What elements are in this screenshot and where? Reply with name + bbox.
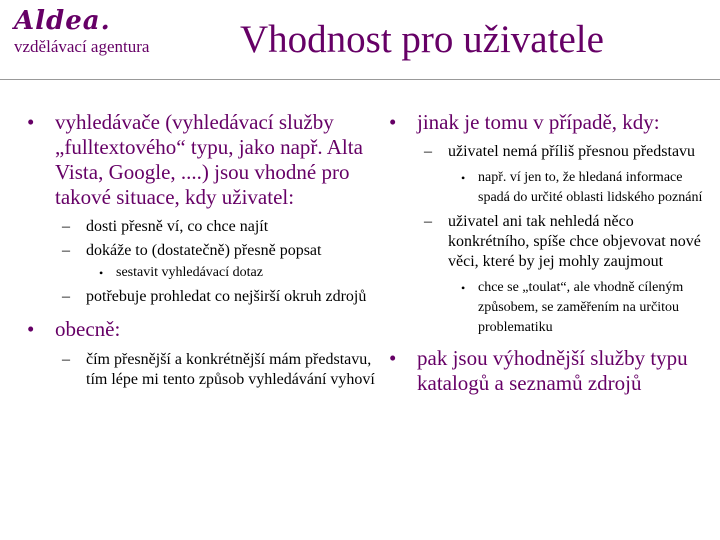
bullet-marker: • — [99, 266, 104, 280]
sub-bullet-text: čím přesnější a konkrétnější mám představu, tím lépe mi tento způsob vyhledávání vyhoví — [86, 351, 375, 388]
bullet-marker: • — [461, 281, 466, 295]
bullet-marker: • — [389, 110, 397, 134]
bullet-text: obecně: — [55, 317, 121, 341]
bullet-text: vyhledávače (vyhledávací služby „fulltextového“ typu, jako např. Alta Vista, Google, ....) jsou vhodné pro takové situace, kdy uživatel: — [55, 110, 363, 209]
bullet-marker: • — [27, 110, 35, 134]
dash-marker: – — [62, 218, 70, 235]
detail-bullet-text: sestavit vyhledávací dotaz — [116, 265, 263, 280]
bullet-catalogues — [386, 346, 716, 396]
sub-bullet-text: potřebuje prohledat co nejširší okruh zdrojů — [86, 288, 367, 305]
logo-subtitle: vzdělávací agentura — [14, 37, 150, 56]
dash-marker: – — [62, 288, 70, 305]
sub-bullet — [24, 350, 386, 390]
detail-bullet — [386, 168, 716, 208]
bullet-otherwise — [386, 110, 716, 135]
sub-bullet — [24, 217, 386, 237]
bullet-marker: • — [27, 317, 35, 341]
bullet-search-engines — [24, 110, 386, 210]
sub-bullet — [24, 241, 386, 261]
sub-bullet — [386, 142, 716, 162]
bullet-marker: • — [461, 171, 466, 185]
sub-bullet — [24, 287, 386, 307]
detail-bullet — [24, 263, 386, 283]
bullet-text: jinak je tomu v případě, kdy: — [417, 110, 660, 134]
bullet-text: pak jsou výhodnější služby typu katalogů a seznamů zdrojů — [417, 346, 688, 395]
right-column — [386, 110, 716, 396]
dash-marker: – — [62, 351, 70, 368]
detail-bullet-text: např. ví jen to, že hledaná informace spadá do určité oblasti lidského poznání — [478, 170, 703, 205]
title-divider — [0, 79, 720, 80]
sub-bullet-text: dosti přesně ví, co chce najít — [86, 218, 269, 235]
dash-marker: – — [424, 143, 432, 160]
dash-marker: – — [424, 213, 432, 230]
detail-bullet — [386, 278, 716, 338]
bullet-marker: • — [389, 346, 397, 370]
bullet-general — [24, 317, 386, 342]
logo — [14, 6, 149, 57]
sub-bullet — [386, 212, 716, 272]
logo-name: Aldea. — [14, 6, 111, 36]
sub-bullet-text: dokáže to (dostatečně) přesně popsat — [86, 242, 322, 259]
slide-title: Vhodnost pro uživatele — [240, 18, 604, 61]
sub-bullet-text: uživatel ani tak nehledá něco konkrétního, spíše chce objevovat nové věci, které by jej mohly zaujmout — [448, 213, 701, 270]
dash-marker: – — [62, 242, 70, 259]
left-column — [24, 110, 386, 390]
detail-bullet-text: chce se „toulat“, ale vhodně cíleným způsobem, se zaměřením na určitou problematiku — [478, 280, 684, 335]
sub-bullet-text: uživatel nemá příliš přesnou představu — [448, 143, 696, 160]
